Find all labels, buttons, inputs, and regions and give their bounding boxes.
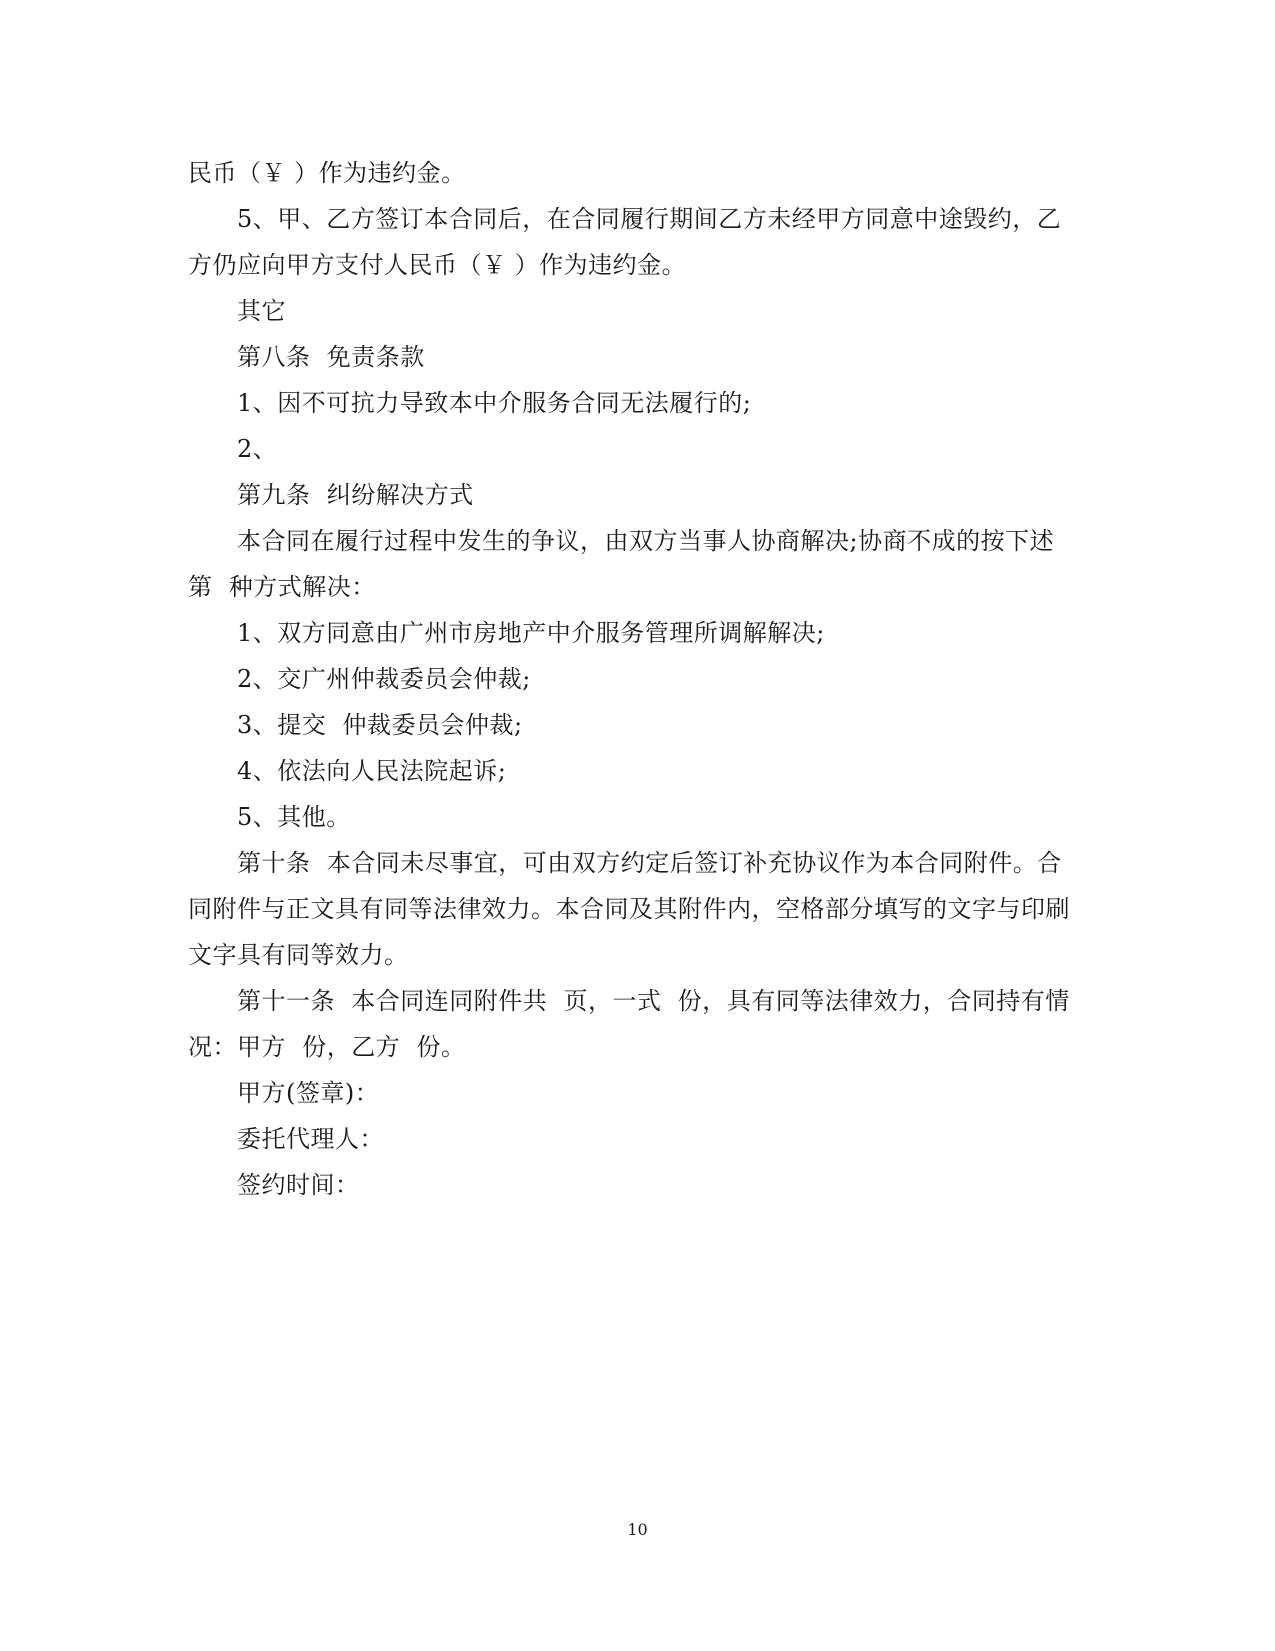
text-line: 2、交广州仲裁委员会仲裁;: [237, 665, 531, 693]
page-number: 10: [627, 1520, 648, 1539]
signature-field-label: 签约时间：: [237, 1171, 360, 1199]
text-line: 况：甲方 份，乙方 份。: [188, 1033, 466, 1061]
section-heading: 第八条 免责条款: [237, 343, 425, 371]
section-heading: 第十一条 本合同连同附件共 页，一式 份，具有同等法律效力，合同持有情: [237, 987, 1070, 1015]
text-line: 其它: [237, 297, 286, 325]
text-line: 第 种方式解决：: [188, 573, 376, 601]
text-line: 同附件与正文具有同等法律效力。本合同及其附件内，空格部分填写的文字与印刷: [188, 895, 1070, 923]
text-line: 3、提交 仲裁委员会仲裁;: [237, 711, 523, 739]
section-heading: 第九条 纠纷解决方式: [237, 481, 474, 509]
text-line: 4、依法向人民法院起诉;: [237, 757, 507, 785]
signature-field-label: 委托代理人：: [237, 1125, 384, 1153]
text-line: 1、双方同意由广州市房地产中介服务管理所调解解决;: [237, 619, 825, 647]
text-line: 本合同在履行过程中发生的争议，由双方当事人协商解决;协商不成的按下述: [237, 527, 1055, 555]
text-line: 5、其他。: [237, 803, 351, 831]
text-line: 5、甲、乙方签订本合同后，在合同履行期间乙方未经甲方同意中途毁约，乙: [237, 205, 1062, 233]
signature-field-label: 甲方(签章)：: [237, 1079, 380, 1107]
text-line: 民币（￥ ）作为违约金。: [188, 159, 466, 187]
text-line: 2、: [237, 435, 278, 463]
text-line: 1、因不可抗力导致本中介服务合同无法履行的;: [237, 389, 752, 417]
text-line: 方仍应向甲方支付人民币（￥ ）作为违约金。: [188, 251, 687, 279]
text-line: 文字具有同等效力。: [188, 941, 409, 969]
section-heading: 第十条 本合同未尽事宜，可由双方约定后签订补充协议作为本合同附件。合: [237, 849, 1062, 877]
